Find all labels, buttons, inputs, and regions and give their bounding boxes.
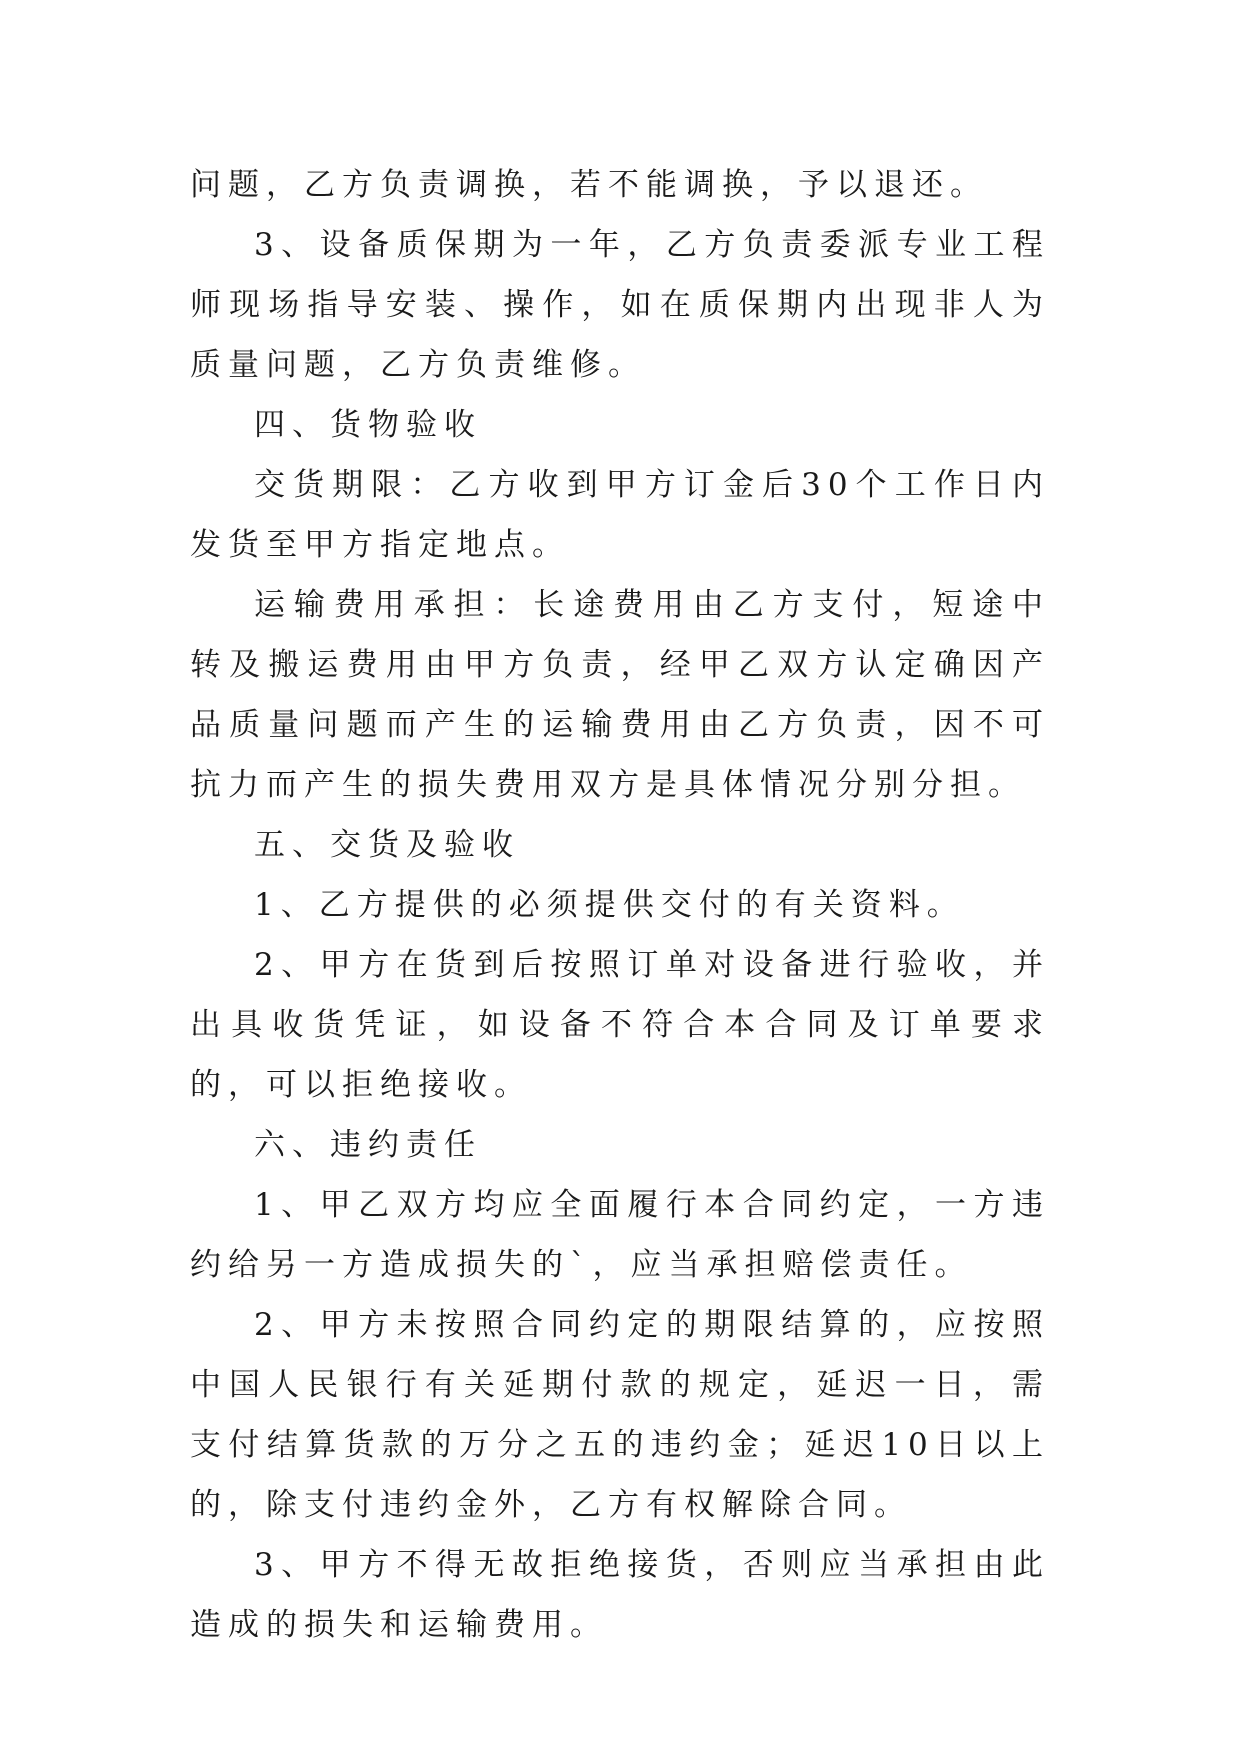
section-heading-goods-acceptance: 四、货物验收: [254, 407, 482, 443]
paragraph-inspection: 2、甲方在货到后按照订单对设备进行验收，并出具收货凭证，如设备不符合本合同及订单要求的，可以拒绝接收。: [190, 947, 1050, 1103]
paragraph-warranty: 3、设备质保期为一年，乙方负责委派专业工程师现场指导安装、操作，如在质保期内出现非人为质量问题，乙方负责维修。: [190, 227, 1050, 383]
paragraph-delivery-period: 交货期限：乙方收到甲方订金后30个工作日内发货至甲方指定地点。: [190, 467, 1050, 563]
paragraph-transport-costs: 运输费用承担：长途费用由乙方支付，短途中转及搬运费用由甲方负责，经甲乙双方认定确因产品质量问题而产生的运输费用由乙方负责，因不可抗力而产生的损失费用双方是具体情况分别分担。: [190, 587, 1050, 803]
section-heading-liability: 六、违约责任: [254, 1127, 482, 1163]
paragraph-delivery-documents: 1、乙方提供的必须提供交付的有关资料。: [254, 887, 965, 923]
paragraph-liability-3: 3、甲方不得无故拒绝接货，否则应当承担由此造成的损失和运输费用。: [190, 1547, 1050, 1643]
paragraph-liability-2: 2、甲方未按照合同约定的期限结算的，应按照中国人民银行有关延期付款的规定，延迟一日，需支付结算货款的万分之五的违约金；延迟10日以上的，除支付违约金外，乙方有权解除合同。: [190, 1307, 1050, 1523]
document-body: [190, 155, 1050, 1655]
section-heading-delivery-acceptance: 五、交货及验收: [254, 827, 520, 863]
paragraph-continuation: 问题，乙方负责调换，若不能调换，予以退还。: [190, 167, 988, 203]
paragraph-liability-1: 1、甲乙双方均应全面履行本合同约定，一方违约给另一方造成损失的`，应当承担赔偿责任。: [190, 1187, 1050, 1283]
